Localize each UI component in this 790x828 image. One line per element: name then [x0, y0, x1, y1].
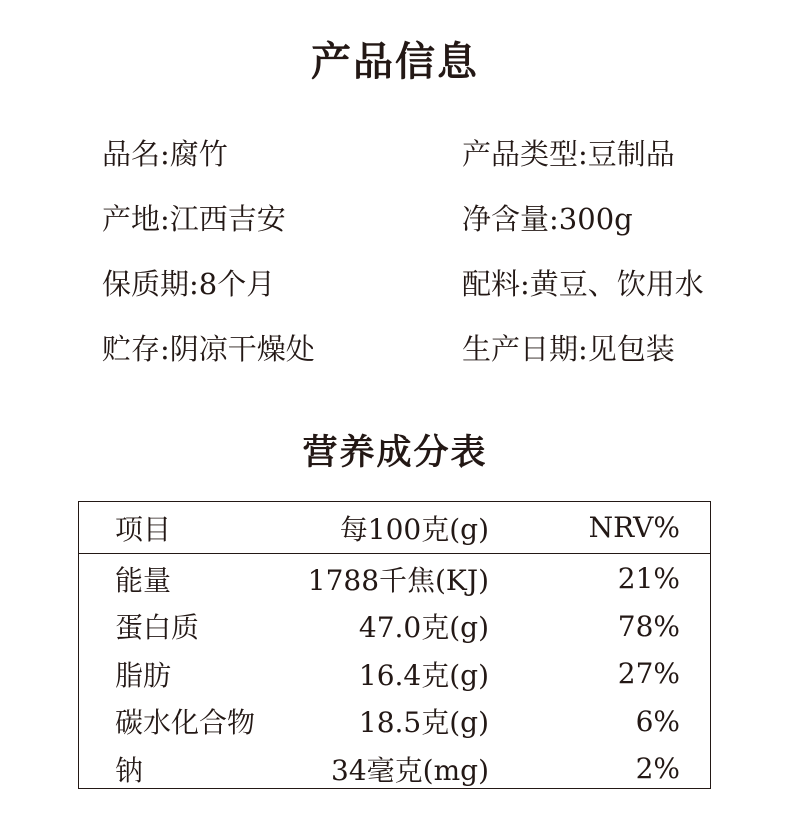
info-value: 8个月 — [198, 267, 276, 301]
info-value: 见包装 — [587, 332, 675, 366]
info-label: 配料 — [462, 267, 521, 301]
info-value: 黄豆、饮用水 — [529, 267, 704, 301]
info-item-storage — [102, 317, 462, 382]
info-label: 生产日期 — [462, 332, 579, 366]
info-item-origin — [102, 187, 462, 252]
info-item-name — [102, 122, 462, 187]
nutrient-name: 碳水化合物 — [115, 706, 256, 740]
info-item-net-weight — [462, 187, 633, 252]
header-per-100g: 每100克(g) — [339, 512, 489, 546]
info-label: 净含量 — [462, 202, 550, 236]
info-value: 300g — [558, 202, 633, 236]
page-title: 产品信息 — [311, 38, 479, 85]
info-label: 贮存 — [102, 332, 161, 366]
info-row — [102, 122, 752, 187]
product-info — [102, 122, 752, 382]
info-row — [102, 187, 752, 252]
info-item-ingredients — [462, 252, 704, 317]
nutrient-nrv: 2% — [635, 752, 680, 786]
nutrition-table — [78, 501, 711, 789]
info-item-production-date — [462, 317, 675, 382]
info-value: 阴凉干燥处 — [169, 332, 315, 366]
info-label: 品名 — [102, 137, 161, 171]
nutrient-amount: 34毫克(mg) — [331, 753, 489, 787]
info-item-shelf-life — [102, 252, 462, 317]
nutrient-name: 能量 — [115, 563, 172, 597]
info-row — [102, 252, 752, 317]
nutrition-title: 营养成分表 — [302, 432, 488, 473]
info-separator: : — [160, 202, 170, 236]
nutrient-amount: 16.4克(g) — [358, 658, 489, 692]
nutrient-nrv: 21% — [617, 562, 680, 596]
info-value: 腐竹 — [169, 137, 228, 171]
info-separator: : — [578, 137, 588, 171]
header-nrv: NRV% — [588, 511, 680, 544]
nutrient-name: 脂肪 — [115, 658, 172, 692]
info-separator: : — [520, 267, 530, 301]
info-separator: : — [189, 267, 199, 301]
table-header — [79, 502, 710, 554]
nutrient-amount: 1788千焦(KJ) — [307, 563, 489, 597]
nutrient-nrv: 6% — [635, 704, 680, 738]
table-row — [79, 603, 710, 651]
table-body — [79, 554, 710, 793]
info-separator: : — [578, 332, 588, 366]
info-label: 产品类型 — [462, 137, 579, 171]
table-row — [79, 745, 710, 793]
info-separator: : — [549, 202, 559, 236]
nutrient-name: 蛋白质 — [115, 611, 200, 645]
info-item-type — [462, 122, 675, 187]
info-row — [102, 317, 752, 382]
info-value: 江西吉安 — [169, 202, 286, 236]
table-row — [79, 698, 710, 746]
nutrient-amount: 47.0克(g) — [358, 611, 489, 645]
header-item: 项目 — [115, 512, 172, 546]
table-row — [79, 650, 710, 698]
table-row — [79, 555, 710, 603]
info-label: 保质期 — [102, 267, 190, 301]
info-value: 豆制品 — [587, 137, 675, 171]
info-separator: : — [160, 137, 170, 171]
nutrient-name: 钠 — [115, 753, 144, 787]
nutrient-nrv: 27% — [617, 657, 680, 691]
info-label: 产地 — [102, 202, 161, 236]
nutrient-nrv: 78% — [617, 609, 680, 643]
nutrient-amount: 18.5克(g) — [358, 706, 489, 740]
info-separator: : — [160, 332, 170, 366]
